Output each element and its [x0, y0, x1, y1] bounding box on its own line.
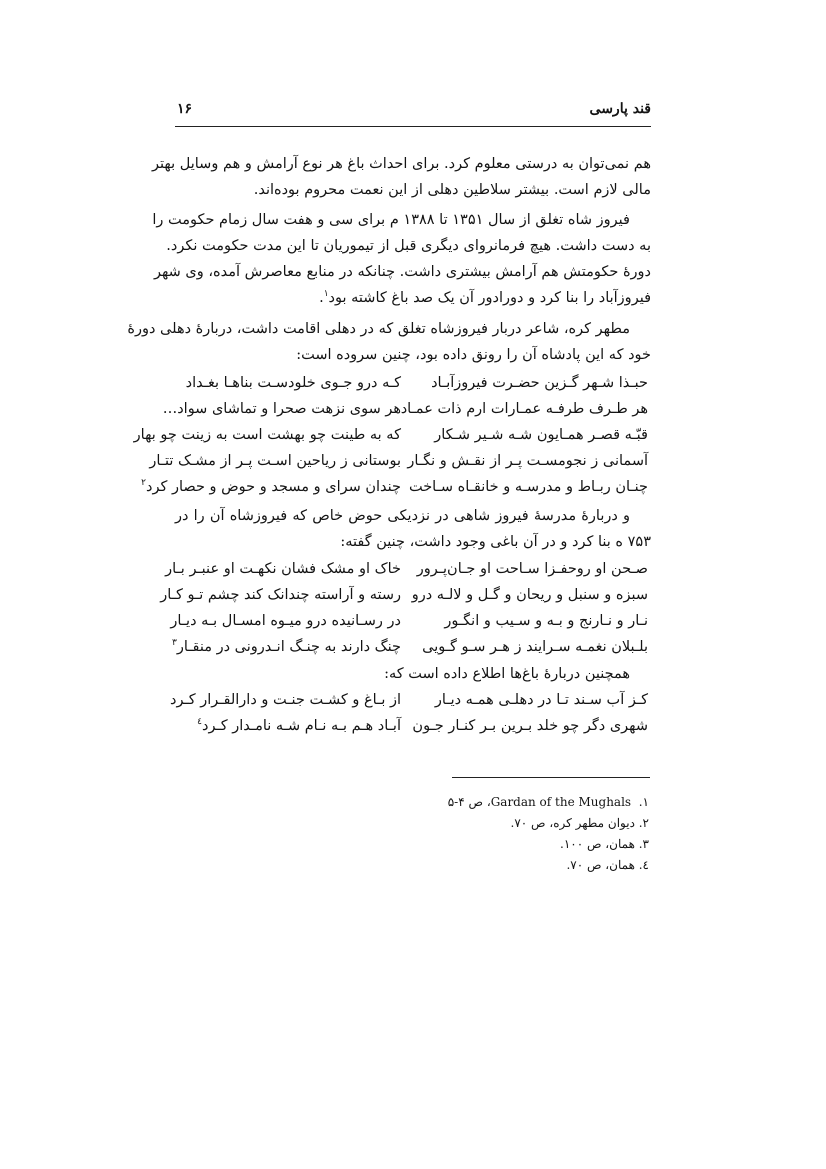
- hemistich: بوستانی ز ریاحین اسـت پـر از مشـک تتـار: [149, 453, 401, 469]
- verse-row: [149, 449, 648, 473]
- paragraph-line: [175, 286, 651, 310]
- paragraph-line: دورهٔ حکومتش هم آرامش بیشتری داشت. چنانکه در منابع معاصرش آمده، وی شهر: [153, 264, 651, 280]
- paragraph-line: فیروز شاه تغلق از سال ۱۳۵۱ تا ۱۳۸۸ م برای سی و هفت سال زمام حکومت را: [152, 212, 630, 228]
- hemistich: سبزه و سنبل و ریحان و گـل و لالـه درو: [411, 587, 648, 603]
- paragraph-line: مطهر کره، شاعر دربار فیروزشاه تغلق که در دهلی اقامت داشت، دربارهٔ دهلی دورهٔ: [127, 321, 630, 337]
- paragraph-text: فیروزآباد را بنا کرد و دورادور آن یک صد باغ کاشته بود: [328, 290, 651, 306]
- verse-row: [178, 714, 648, 738]
- verse-row: [170, 609, 648, 633]
- verse-row: [160, 583, 648, 607]
- verse-row: [141, 475, 648, 499]
- footnote-number: .۱: [638, 795, 649, 809]
- hemistich: آسمانی ز نجومسـت پـر از نقـش و نگـار: [407, 453, 648, 469]
- hemistich: صـحن او روحفـزا سـاحت او جـان‌پـرور: [416, 561, 648, 577]
- footnote-rule: [452, 777, 650, 778]
- hemistich: هر سوی نزهت صحرا و تماشای سواد…: [162, 401, 401, 417]
- paragraph-line: به دست داشت. هیچ فرمانروای دیگری قبل از تیموریان تا این مدت حکومت نکرد.: [166, 238, 651, 254]
- paragraph-line: و دربارهٔ مدرسهٔ فیروز شاهی در نزدیکی حوض خاص که فیروزشاه آن را در: [175, 508, 630, 524]
- paragraph-text: .: [319, 290, 324, 306]
- hemistich: هر طـرف طرفـه عمـارات ارم ذات عمـاد: [400, 401, 648, 417]
- footnote-pages: ، ص ۴-۵: [447, 795, 491, 809]
- footnote-source-title: Gardan of the Mughals: [490, 795, 632, 809]
- verse-row: [165, 557, 648, 581]
- hemistich: بلـبلان نغمـه سـرایند ز هـر سـو گـویی: [422, 639, 648, 655]
- footnote-marker: ۱: [323, 289, 329, 299]
- hemistich: چنـان ربـاط و مدرسـه و خانقـاه سـاخت: [408, 479, 648, 495]
- verse-row: [162, 397, 648, 421]
- paragraph-line: همچنین دربارهٔ باغ‌ها اطلاع داده است که:: [384, 666, 630, 682]
- hemistich: از بـاغ و کشـت جنـت و دارالقـرار کـرد: [170, 692, 401, 708]
- hemistich-text: آبـاد هـم بـه نـام شـه نامـدار کـرد: [201, 718, 401, 734]
- paragraph-line: ۷۵۳ ه بنا کرد و در آن باغی وجود داشت، چنین گفته:: [340, 534, 651, 550]
- hemistich: خاک او مشک فشان نکهـت او عنبـر بـار: [165, 561, 401, 577]
- footnote-1: [229, 792, 649, 812]
- running-header: [175, 96, 651, 127]
- running-title: قند پارسی: [589, 101, 651, 117]
- footnote-4: ٤. همان، ص ۷۰.: [566, 858, 649, 872]
- hemistich: [141, 475, 401, 501]
- hemistich: رسته و آراسته چندانک کند چشم تـو کـار: [160, 587, 401, 603]
- footnote-marker: ٤: [197, 717, 202, 727]
- hemistich: حبـذا شـهر گـزین حضـرت فیروزآبـاد: [431, 375, 648, 391]
- paragraph-line: هم نمی‌توان به درستی معلوم کرد. برای احداث باغ هر نوع آرامش و هم وسایل بهتر: [152, 156, 651, 172]
- hemistich-text: چندان سرای و مسجد و حوض و حصار کرد: [145, 479, 401, 495]
- verse-row: [170, 688, 648, 712]
- hemistich-text: چنگ دارند به چنـگ انـدرونی در منقـار: [176, 639, 401, 655]
- footnote-3: ۳. همان، ص ۱۰۰.: [560, 837, 649, 851]
- hemistich: کـه درو جـوی خلودسـت بناهـا بغـداد: [185, 375, 401, 391]
- hemistich: [175, 714, 401, 740]
- verse-row: [178, 371, 648, 395]
- footnote-marker: ۲: [141, 478, 146, 488]
- page-number: ۱۶: [177, 101, 193, 117]
- footnote-source: [491, 795, 649, 809]
- hemistich: در رسـانیده درو میـوه امسـال بـه دیـار: [170, 613, 401, 629]
- paragraph-line: خود که این پادشاه آن را رونق داده بود، چنین سروده است:: [296, 347, 651, 363]
- hemistich: قبّـه قصـر همـایون شـه شـیر شـکار: [434, 427, 648, 443]
- verse-row: [133, 423, 648, 447]
- hemistich: شهری دگر چو خلد بـرین بـر کنـار جـون: [412, 718, 648, 734]
- footnote-marker: ۳: [172, 638, 177, 648]
- footnote-2: ۲. دیوان مطهر کره، ص ۷۰.: [510, 816, 649, 830]
- hemistich: نـار و نـارنج و بـه و سـیب و انگـور: [444, 613, 648, 629]
- hemistich: که به طینت چو بهشت است به زینت چو بهار: [133, 427, 401, 443]
- verse-row: [172, 635, 648, 659]
- hemistich: [172, 635, 401, 661]
- hemistich: کـز آب سـند تـا در دهلـی همـه دیـار: [434, 692, 648, 708]
- paragraph-line: مالی لازم است. بیشتر سلاطین دهلی از این نعمت محروم بوده‌اند.: [253, 182, 651, 198]
